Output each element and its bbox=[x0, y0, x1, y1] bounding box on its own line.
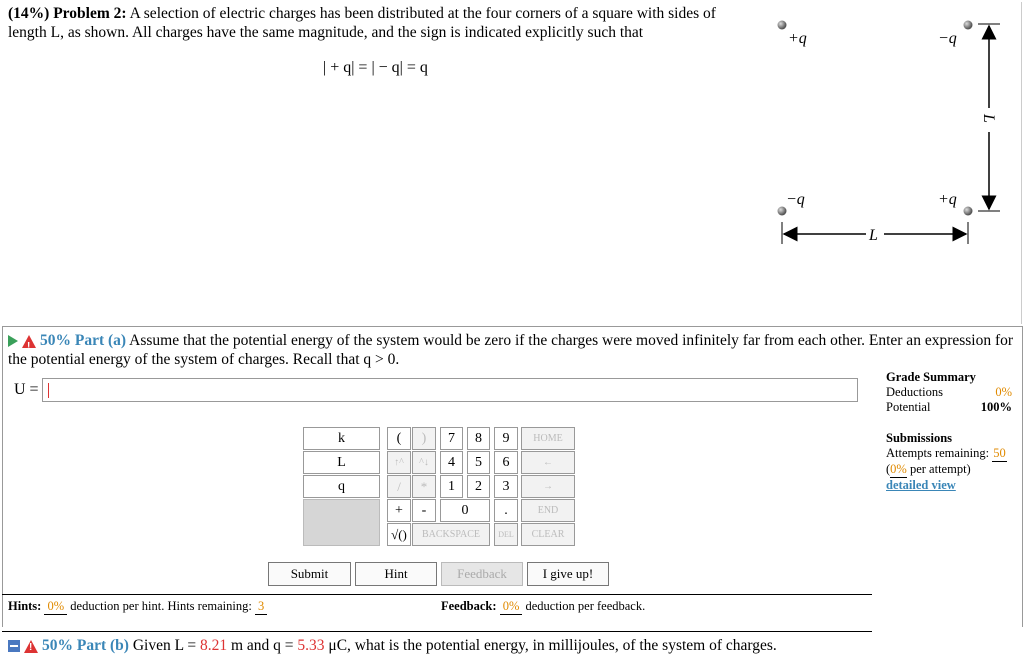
hints-remaining: 3 bbox=[255, 599, 267, 615]
problem-text: A selection of electric charges has been distributed at the four corners of a square with sides of length L, as shown. All charges have the same magnitude, and the sign is indicated explicitly such that bbox=[8, 5, 716, 41]
part-b-L-value: 8.21 bbox=[199, 637, 228, 654]
key-5[interactable]: 5 bbox=[467, 451, 490, 474]
grade-summary bbox=[886, 370, 1012, 493]
part-b-text-3: μC, what is the potential energy, in millijoules, of the system of charges. bbox=[328, 637, 777, 654]
answer-input[interactable] bbox=[42, 378, 858, 402]
charge-top-right bbox=[964, 21, 973, 30]
deductions-row bbox=[886, 385, 1012, 400]
charge-top-left bbox=[778, 21, 787, 30]
charge-square-diagram bbox=[760, 10, 1020, 250]
key-sqrt[interactable]: √() bbox=[387, 523, 411, 546]
key-9[interactable]: 9 bbox=[494, 427, 518, 450]
hints-text: deduction per hint. Hints remaining: bbox=[70, 599, 252, 613]
text-caret bbox=[48, 383, 49, 398]
expand-triangle-icon[interactable] bbox=[8, 335, 18, 347]
magnitude-equation: | + q| = | − q| = q bbox=[323, 59, 428, 76]
key-0[interactable]: 0 bbox=[440, 499, 490, 522]
deductions-label: Deductions bbox=[886, 385, 943, 399]
submit-button[interactable]: Submit bbox=[268, 562, 351, 586]
key-blank bbox=[303, 499, 380, 546]
part-b-title[interactable] bbox=[8, 637, 777, 655]
key-close-paren[interactable]: ) bbox=[412, 427, 436, 450]
key-home[interactable]: HOME bbox=[521, 427, 575, 450]
warning-icon: ! bbox=[22, 335, 36, 348]
vertical-dim-label: L bbox=[980, 114, 997, 123]
per-attempt-value: 0% bbox=[890, 462, 907, 476]
collapse-icon[interactable] bbox=[8, 640, 20, 652]
warning-icon: ! bbox=[24, 640, 38, 653]
hint-button[interactable]: Hint bbox=[355, 562, 437, 586]
label-bottom-right: +q bbox=[938, 191, 957, 208]
attempts-label: Attempts remaining: bbox=[886, 446, 990, 460]
key-right-arrow[interactable]: → bbox=[521, 475, 575, 498]
grade-summary-title: Grade Summary bbox=[886, 370, 976, 384]
potential-row bbox=[886, 400, 1012, 415]
label-top-right: −q bbox=[938, 30, 957, 47]
per-attempt-row: (0% per attempt) bbox=[886, 462, 971, 476]
key-end[interactable]: END bbox=[521, 499, 575, 522]
feedback-label: Feedback: bbox=[441, 599, 497, 613]
feedback-text: deduction per feedback. bbox=[525, 599, 646, 613]
potential-label: Potential bbox=[886, 400, 931, 414]
key-superscript-up[interactable]: ↑^ bbox=[387, 451, 411, 474]
part-a-text: Assume that the potential energy of the system would be zero if the charges were moved infinitely far from each other. Enter an expression for the potential energy of the system of charges. Recall that q > 0. bbox=[8, 332, 1014, 368]
key-k[interactable]: k bbox=[303, 427, 380, 450]
give-up-button[interactable]: I give up! bbox=[527, 562, 609, 586]
deductions-value: 0% bbox=[995, 385, 1012, 399]
attempts-value: 50 bbox=[993, 446, 1006, 460]
key-2[interactable]: 2 bbox=[467, 475, 490, 498]
key-clear[interactable]: CLEAR bbox=[521, 523, 575, 546]
potential-value: 100% bbox=[980, 400, 1012, 414]
part-a-title bbox=[8, 331, 1018, 369]
feedback-info bbox=[441, 599, 645, 615]
hints-deduction: 0% bbox=[44, 599, 67, 615]
hints-label: Hints: bbox=[8, 599, 42, 613]
key-divide[interactable]: / bbox=[387, 475, 411, 498]
part-b-percent: 50% Part (b) bbox=[42, 637, 129, 654]
detailed-view-link[interactable]: detailed view bbox=[886, 478, 956, 492]
key-plus[interactable]: + bbox=[387, 499, 411, 522]
answer-label: U = bbox=[14, 381, 39, 398]
hints-info bbox=[8, 599, 267, 615]
label-top-left: +q bbox=[788, 30, 807, 47]
part-b-q-value: 5.33 bbox=[297, 637, 325, 654]
key-multiply[interactable]: * bbox=[412, 475, 436, 498]
feedback-button[interactable]: Feedback bbox=[441, 562, 523, 586]
part-b-text-2: m and q = bbox=[230, 637, 294, 654]
label-bottom-left: −q bbox=[786, 191, 805, 208]
charge-bottom-right bbox=[964, 207, 973, 216]
feedback-deduction: 0% bbox=[500, 599, 523, 615]
key-7[interactable]: 7 bbox=[440, 427, 463, 450]
key-L[interactable]: L bbox=[303, 451, 380, 474]
submissions-title: Submissions bbox=[886, 431, 953, 445]
attempts-row bbox=[886, 446, 1012, 462]
key-1[interactable]: 1 bbox=[440, 475, 463, 498]
key-backspace[interactable]: BACKSPACE bbox=[412, 523, 490, 546]
problem-statement bbox=[8, 4, 753, 42]
horizontal-dim-label: L bbox=[869, 227, 878, 244]
key-4[interactable]: 4 bbox=[440, 451, 463, 474]
key-open-paren[interactable]: ( bbox=[387, 427, 411, 450]
key-6[interactable]: 6 bbox=[494, 451, 518, 474]
key-q[interactable]: q bbox=[303, 475, 380, 498]
problem-label: (14%) Problem 2: bbox=[8, 5, 127, 22]
key-8[interactable]: 8 bbox=[467, 427, 490, 450]
part-b-text-1: Given L = bbox=[132, 637, 197, 654]
key-dot[interactable]: . bbox=[494, 499, 518, 522]
key-3[interactable]: 3 bbox=[494, 475, 518, 498]
key-minus[interactable]: - bbox=[412, 499, 436, 522]
key-del[interactable]: DEL bbox=[494, 523, 518, 546]
key-left-arrow[interactable]: ← bbox=[521, 451, 575, 474]
key-superscript-down[interactable]: ^↓ bbox=[412, 451, 436, 474]
part-a-percent: 50% Part (a) bbox=[40, 332, 127, 349]
